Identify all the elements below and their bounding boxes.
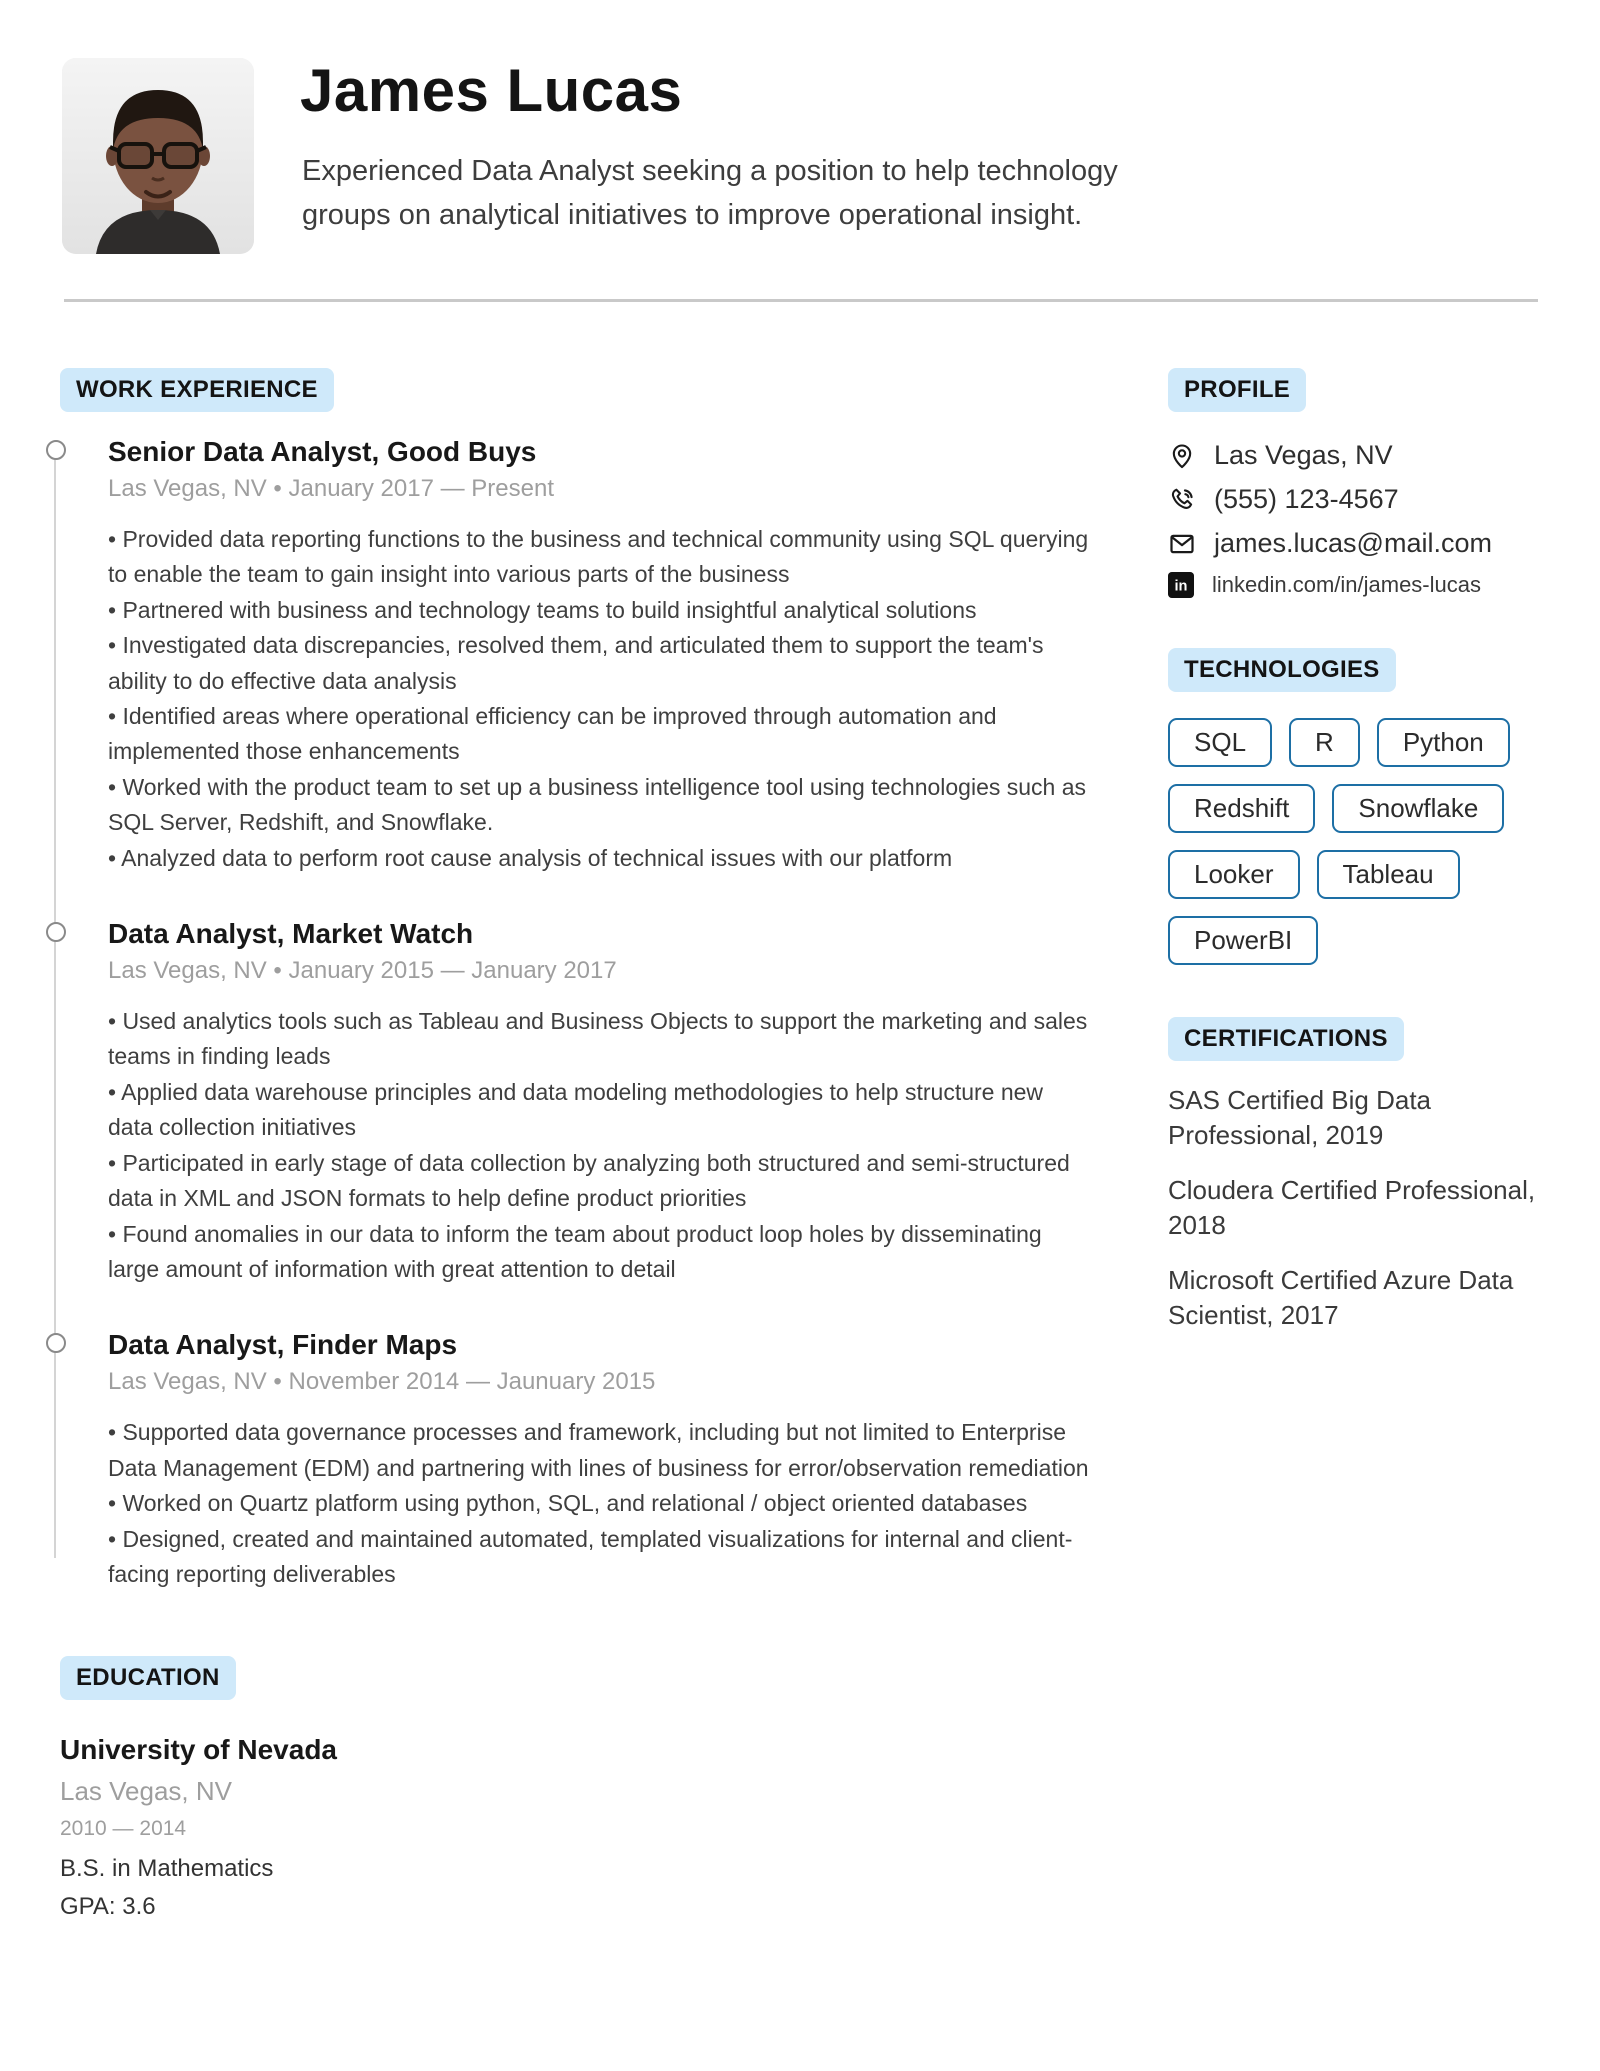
job-title: Data Analyst, Market Watch (108, 918, 474, 950)
bullet: • Provided data reporting functions to the business and technical community using SQL querying to enable the team to gain insight into various parts of the business (108, 526, 1089, 588)
section-heading-certifications: CERTIFICATIONS (1168, 1017, 1404, 1061)
summary-text: Experienced Data Analyst seeking a position to help technology groups on analytical initiatives to improve operational insight. (302, 155, 1118, 231)
profile-location-row (1168, 440, 1568, 471)
job-entry (108, 918, 1140, 1287)
job-meta: Las Vegas, NV • January 2015 — January 2017 (108, 957, 617, 985)
job-meta: Las Vegas, NV • November 2014 — Jaunuary 2015 (108, 1368, 656, 1396)
education-location: Las Vegas, NV (60, 1776, 232, 1807)
headshot-illustration (62, 58, 254, 254)
job-bullets (108, 522, 1093, 876)
profile-photo (62, 58, 254, 254)
profile-email[interactable]: james.lucas@mail.com (1214, 528, 1492, 558)
page-title: James Lucas (300, 57, 683, 124)
tag-r: R (1289, 718, 1360, 767)
linkedin-icon (1168, 572, 1194, 598)
bullet: • Used analytics tools such as Tableau and Business Objects to support the marketing and sales teams in finding leads (108, 1008, 1088, 1070)
tag-looker: Looker (1168, 850, 1300, 899)
education-section (60, 1656, 1140, 1921)
main-column (40, 368, 1140, 1921)
tag-sql: SQL (1168, 718, 1272, 767)
section-heading-education: EDUCATION (60, 1656, 236, 1700)
tag-redshift: Redshift (1168, 784, 1315, 833)
profile-phone: (555) 123-4567 (1214, 484, 1399, 514)
education-gpa: GPA: 3.6 (60, 1893, 156, 1921)
education-degree: B.S. in Mathematics (60, 1855, 274, 1883)
bullet: • Worked on Quartz platform using python, SQL, and relational / object oriented databases (108, 1490, 1028, 1517)
timeline-dot (46, 1333, 66, 1353)
section-heading-work-experience: WORK EXPERIENCE (60, 368, 334, 412)
location-pin-icon (1168, 442, 1196, 470)
tag-tableau: Tableau (1317, 850, 1460, 899)
svg-text:in: in (1174, 578, 1188, 595)
technology-tags (1168, 718, 1568, 965)
bullet: • Participated in early stage of data collection by analyzing both structured and semi-structured data in XML and JSON formats to help define product priorities (108, 1149, 1070, 1212)
certification-item: Cloudera Certified Professional, 2018 (1168, 1175, 1536, 1241)
bullet: • Partnered with business and technology teams to build insightful analytical solutions (108, 596, 977, 623)
profile-location: Las Vegas, NV (1214, 440, 1393, 470)
bullet: • Analyzed data to perform root cause analysis of technical issues with our platform (108, 844, 953, 871)
profile-email-row (1168, 528, 1568, 559)
sidebar-column (1168, 368, 1568, 1354)
email-icon (1168, 530, 1196, 558)
tag-python: Python (1377, 718, 1510, 767)
education-dates: 2010 — 2014 (60, 1817, 187, 1841)
header-divider (64, 299, 1538, 302)
section-heading-technologies: TECHNOLOGIES (1168, 648, 1396, 692)
bullet: • Applied data warehouse principles and data modeling methodologies to help structure new data collection initiatives (108, 1078, 1044, 1141)
section-heading-profile: PROFILE (1168, 368, 1306, 412)
bullet: • Worked with the product team to set up a business intelligence tool using technologies such as SQL Server, Redshift, and Snowflake. (108, 773, 1087, 836)
job-meta: Las Vegas, NV • January 2017 — Present (108, 475, 554, 502)
timeline-dot (46, 922, 66, 942)
phone-icon (1168, 486, 1196, 514)
timeline-line (54, 450, 56, 1558)
profile-contact-list (1168, 440, 1568, 598)
tag-powerbi: PowerBI (1168, 916, 1318, 965)
certification-item: Microsoft Certified Azure Data Scientist, 2017 (1168, 1265, 1514, 1331)
job-title: Data Analyst, Finder Maps (108, 1329, 458, 1361)
job-entry (108, 436, 1140, 876)
profile-linkedin[interactable]: linkedin.com/in/james-lucas (1212, 572, 1481, 597)
bullet: • Investigated data discrepancies, resolved them, and articulated them to support the team's ability to do effective data analysis (108, 632, 1044, 694)
job-bullets (108, 1415, 1093, 1592)
certification-item: SAS Certified Big Data Professional, 2019 (1168, 1085, 1432, 1151)
certifications-list (1168, 1083, 1568, 1334)
bullet: • Designed, created and maintained automated, templated visualizations for internal and client-facing reporting deliverables (108, 1525, 1073, 1587)
bullet: • Identified areas where operational efficiency can be improved through automation and implemented those enhancements (108, 703, 997, 765)
profile-phone-row (1168, 484, 1568, 515)
job-bullets (108, 1004, 1093, 1287)
education-school: University of Nevada (60, 1734, 337, 1766)
job-entry (108, 1329, 1140, 1592)
profile-linkedin-row (1168, 572, 1568, 598)
work-experience-list (40, 436, 1140, 1592)
timeline-dot (46, 440, 66, 460)
bullet: • Found anomalies in our data to inform the team about product loop holes by disseminating large amount of information with great attention to detail (108, 1220, 1042, 1282)
job-title: Senior Data Analyst, Good Buys (108, 436, 537, 467)
tag-snowflake: Snowflake (1332, 784, 1504, 833)
bullet: • Supported data governance processes and framework, including but not limited to Enterprise Data Management (EDM) and partnering with lines of business for error/observation remediation (108, 1419, 1089, 1481)
